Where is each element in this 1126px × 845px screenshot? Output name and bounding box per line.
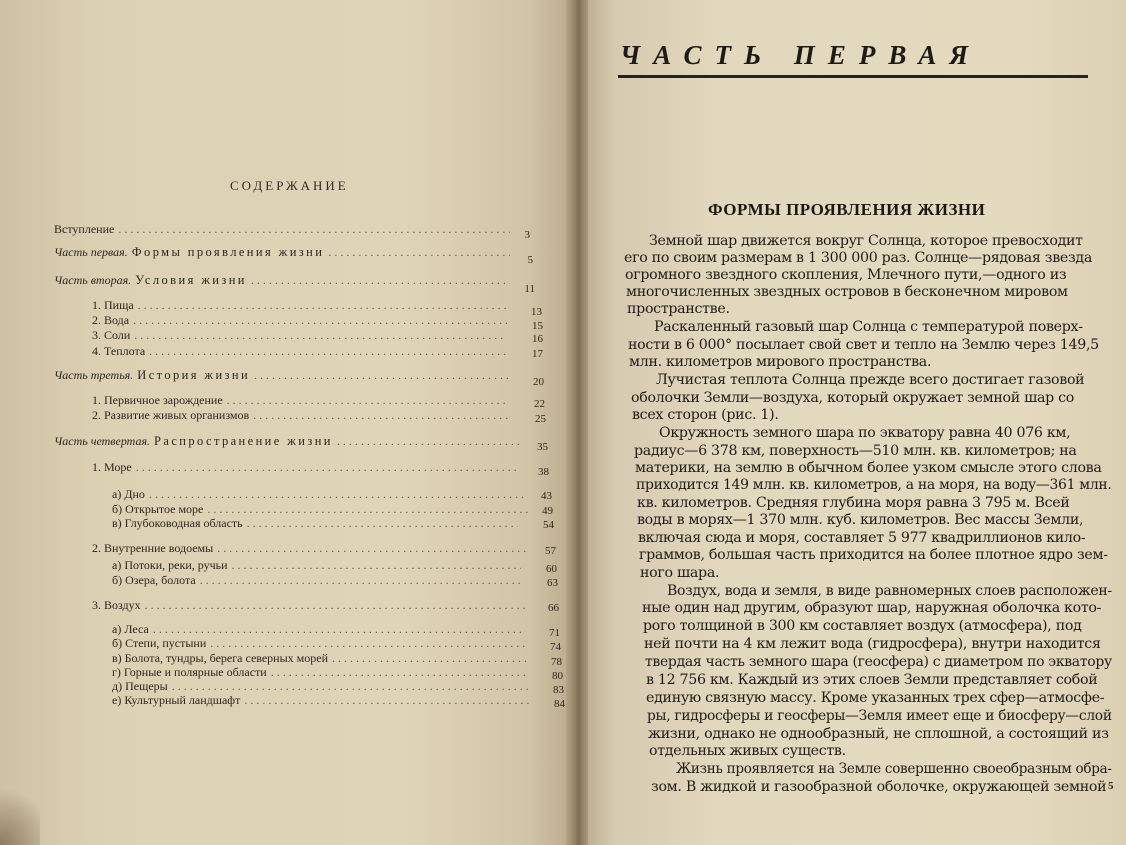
body-text-line: граммов, большая часть приходится на более плотное ядро зем- [639,547,1108,563]
toc-dot-leader [247,516,518,531]
toc-entry [112,651,530,666]
toc-entry [54,368,514,383]
toc-entry-label: 4. Теплота [92,344,146,358]
body-text-line: Раскаленный газовый шар Солнца с температурой поверх- [654,319,1083,335]
body-text-line: Воздух, вода и земля, в виде равномерных слоев расположен- [667,583,1112,599]
toc-dot-leader [153,622,524,637]
toc-page-number: 38 [538,466,549,478]
toc-page-number: 35 [537,441,548,453]
body-text-line: зом. В жидкой и газообразной оболочке, окружающей земной [651,779,1107,795]
toc-entry [92,298,510,313]
toc-dot-leader [217,541,528,556]
toc-entry [54,245,514,260]
toc-entry [112,516,522,531]
toc-entry-label: а) Дно [112,487,145,501]
body-text-line: ного шара. [640,565,720,581]
toc-page-number: 54 [543,519,554,531]
toc-entry-label: История жизни [137,368,251,382]
toc-page-number: 80 [552,670,563,682]
toc-dot-leader [149,344,507,359]
body-text-line: материки, на землю в обычном более узком смысле этого слова [635,460,1102,476]
body-text-line: воды в морях—1 370 млн. куб. километров. Вес массы Земли, [637,512,1084,528]
toc-entry [112,679,532,694]
toc-dot-leader [210,636,525,651]
toc-dot-leader [134,328,507,343]
body-text-line: отдельных живых существ. [649,743,846,759]
toc-entry [54,273,514,288]
body-text-line: Окружность земного шара по экватору равна 40 076 км, [659,425,1071,441]
toc-dot-leader [337,434,520,449]
toc-dot-leader [138,298,506,313]
toc-entry-label: Распространение жизни [154,434,333,448]
body-text-line: всех сторон (рис. 1). [632,407,779,423]
body-text-line: Жизнь проявляется на Земле совершенно своеобразным обра- [676,761,1112,777]
body-text-line: ры, гидросферы и геосферы—Земля имеет еще и биосферу—слой [647,708,1112,724]
toc-page-number: 11 [524,283,535,295]
toc-dot-leader [328,245,510,260]
toc-entry [112,622,528,637]
toc-entry-label: е) Культурный ландшафт [112,693,241,707]
toc-dot-leader [136,460,518,475]
toc-dot-leader [232,558,521,573]
toc-entry [112,573,526,588]
toc-dot-leader [145,598,528,613]
toc-dot-leader [149,487,528,502]
toc-entry-label: в) Глубоководная область [112,516,243,530]
toc-entry-label: б) Степи, пустыни [112,636,207,650]
toc-entry-label: Условия жизни [135,273,247,287]
body-text-line: радиус—6 378 км, поверхность—510 млн. кв. километров; на [634,443,1077,459]
toc-entry [92,541,532,556]
toc-part-prefix: Часть четвертая. [54,434,151,448]
body-text-line: в 12 756 км. Каждый из этих слоев Земли представляет собой [646,672,1098,688]
toc-page-number: 60 [546,563,557,575]
page-number: 5 [1108,780,1114,792]
toc-entry-label: д) Пещеры [112,679,168,693]
toc-part-prefix: Часть первая. [54,245,128,259]
toc-entry [92,328,511,343]
body-text-line: огромного звездного скопления, Млечного пути,—одного из [625,267,1067,283]
toc-dot-leader [332,651,526,666]
toc-dot-leader [271,665,527,680]
toc-dot-leader [254,368,510,383]
toc-page-number: 5 [527,254,533,266]
toc-entry-label: 2. Развитие живых организмов [92,408,250,422]
toc-page-number: 20 [533,376,544,388]
toc-entry-label: 3. Соли [92,328,131,342]
body-text-line: многочисленных звездных островов в бесконечном мировом [626,284,1068,300]
body-text-line: приходится 149 млн. кв. километров, а на моря, на воду—361 млн. [636,477,1112,493]
toc-dot-leader [251,273,510,288]
toc-entry-label: б) Открытое море [112,502,204,516]
toc-entry-label: Вступление [54,222,115,236]
body-text-line: кв. километров. Средняя глубина моря равна 3 795 м. Всей [637,495,1070,511]
toc-entry-label: 2. Внутренние водоемы [92,541,214,555]
toc-entry [92,344,511,359]
toc-page-number: 74 [550,641,561,653]
toc-entry-label: 1. Пища [92,298,134,312]
toc-entry-label: 1. Первичное зарождение [92,393,223,407]
toc-entry-label: 2. Вода [92,313,130,327]
toc-entry [112,636,529,651]
toc-page-number: 25 [535,413,546,425]
body-text-line: пространстве. [627,301,730,317]
body-text-line: Земной шар движется вокруг Солнца, которое превосходит [649,233,1083,249]
toc-page-number: 22 [534,398,545,410]
toc-dot-leader [244,693,529,708]
toc-page-number: 16 [532,333,543,345]
toc-entry [54,434,524,449]
toc-entry-label: в) Болота, тундры, берега северных морей [112,651,329,665]
toc-page-number: 43 [541,490,552,502]
body-text-line: единую связную массу. Кроме указанных трех сфер—атмосфе- [646,690,1105,706]
toc-entry-label: 3. Воздух [92,598,141,612]
toc-page-number: 3 [524,229,530,241]
toc-entry [92,460,522,475]
toc-entry [112,693,533,708]
toc-entry-label: б) Озера, болота [112,573,196,587]
toc-entry [92,313,511,328]
toc-dot-leader [133,313,507,328]
toc-entry-label: Формы проявления жизни [131,245,325,259]
body-text-line: жизни, однако не однообразный, не сплошной, а состоящий из [648,726,1109,742]
toc-dot-leader [118,222,510,237]
body-text-line: ные один над другим, образуют шар, наружная оболочка кото- [642,600,1102,616]
toc-entry [92,598,532,613]
body-text-line: рого толщиной в 300 км составляет воздух (атмосфера), под [643,618,1082,634]
toc-entry-label: г) Горные и полярные области [112,665,267,679]
toc-page-number: 17 [532,348,543,360]
body-text-line: оболочки Земли—воздуха, который окружает земной шар со [631,390,1075,406]
body-text-line: включая сюда и моря, составляет 5 977 квадриллионов кило- [638,530,1086,546]
toc-dot-leader [227,393,509,408]
toc-page-number: 84 [554,698,565,710]
part-title-rule [618,75,1088,78]
toc-dot-leader [253,408,510,423]
body-text-line: Лучистая теплота Солнца прежде всего достигает газовой [656,372,1085,388]
toc-entry-label: 1. Море [92,460,132,474]
section-title: ФОРМЫ ПРОЯВЛЕНИЯ ЖИЗНИ [708,200,986,219]
toc-page-number: 13 [531,306,542,318]
body-text-line: его по своим размерам в 1 300 000 раз. Солнце—рядовая звезда [624,250,1093,266]
toc-page-number: 15 [532,320,543,332]
toc-heading: СОДЕРЖАНИЕ [230,178,349,193]
toc-page-number: 83 [553,684,564,696]
toc-entry [112,502,532,517]
toc-page-number: 71 [549,627,560,639]
toc-page-number: 78 [551,656,562,668]
toc-entry [54,222,514,237]
toc-page-number: 57 [545,545,556,557]
toc-entry [112,487,532,502]
toc-entry [92,408,514,423]
toc-page-number: 63 [547,577,558,589]
toc-entry [112,558,525,573]
body-text-line: ности в 6 000° посылает свой свет и тепло на Землю через 149,5 [628,337,1099,353]
toc-entry-label: а) Потоки, реки, ручьи [112,558,228,572]
toc-dot-leader [200,573,522,588]
body-text-line: млн. километров мирового пространства. [629,354,932,370]
toc-page-number: 66 [548,602,559,614]
toc-entry [112,665,531,680]
toc-part-prefix: Часть вторая. [54,273,132,287]
toc-part-prefix: Часть третья. [54,368,134,382]
toc-entry [92,393,513,408]
toc-dot-leader [172,679,528,694]
toc-dot-leader [207,502,528,517]
body-text-line: твердая часть земного шара (геосфера) с диаметром по экватору [645,654,1112,670]
toc-page-number: 49 [542,505,553,517]
body-text-line: ней почти на 4 км лежит вода (гидросфера), внутри находится [644,636,1101,652]
toc-entry-label: а) Леса [112,622,149,636]
part-title: ЧАСТЬ ПЕРВАЯ [620,40,981,70]
